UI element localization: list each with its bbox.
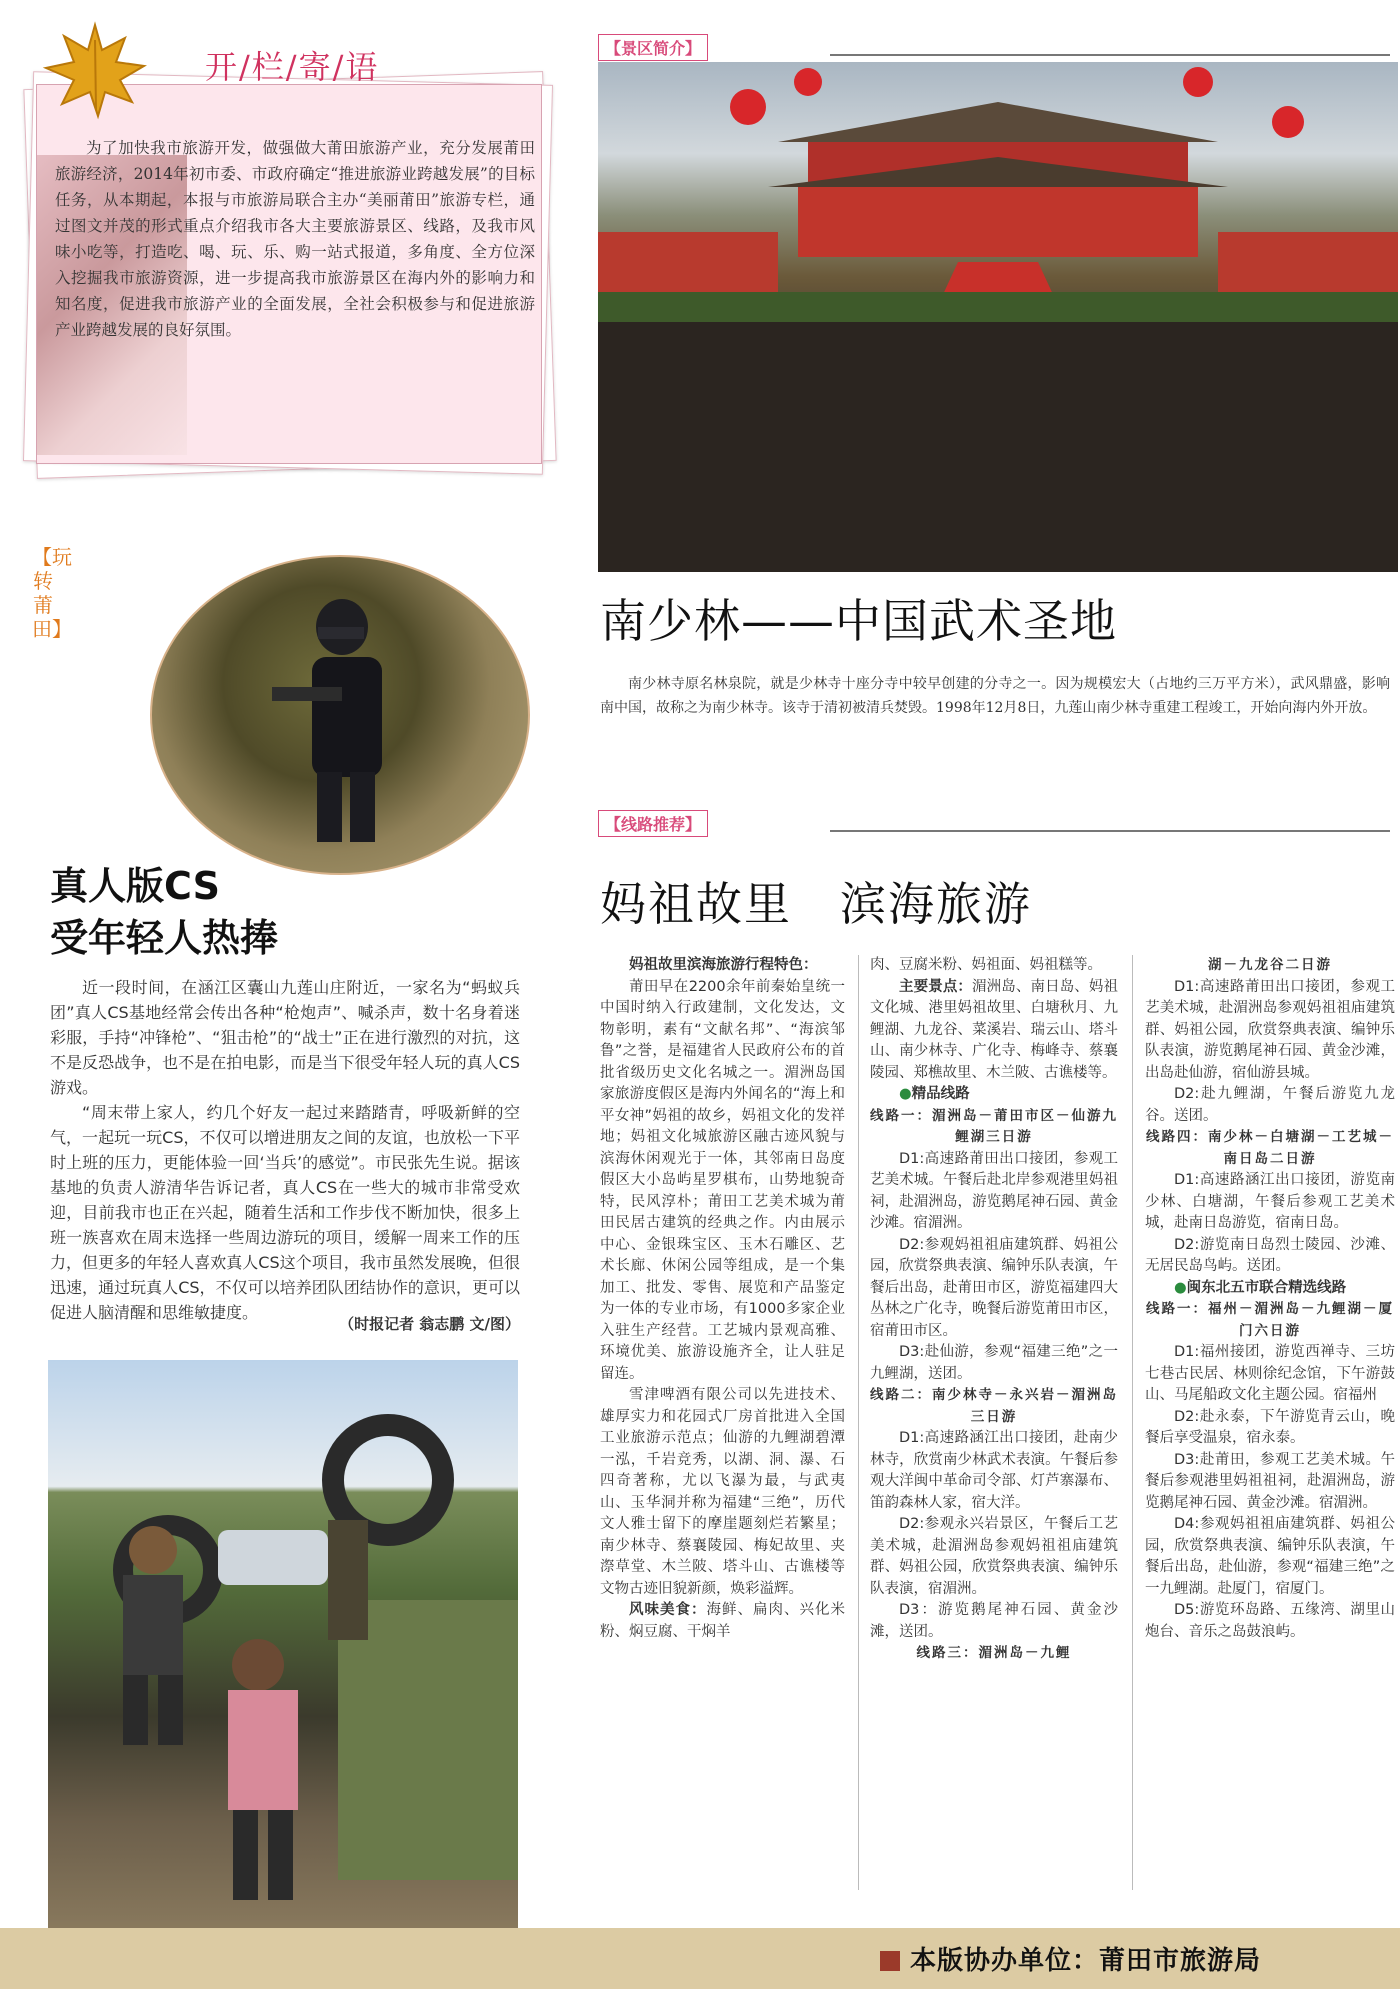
nanshaolin-temple-photo bbox=[598, 62, 1398, 572]
column-divider bbox=[1132, 955, 1133, 1890]
foreword-body: 为了加快我市旅游开发，做强做大莆田旅游产业，充分发展莆田旅游经济，2014年初市委、市政府确定“推进旅游业跨越发展”的目标任务，从本期起，本报与市旅游局联合主办“美丽莆田”旅游专栏，通过图文并茂的形式重点介绍我市各大主要旅游景区、线路，及我市风味小吃等，打造吃、喝、玩、乐、购一站式报道，多角度、全方位深入挖掘我市旅游资源，进一步提高我市旅游景区在海内外的影响力和知名度，促进我市旅游产业的全面发展，全社会积极参与和促进旅游产业跨越发展的良好氛围。 bbox=[55, 139, 535, 339]
route-day: D3:赴莆田，参观工艺美术城。午餐后参观港里妈祖祖祠，赴湄洲岛，游览鹅尾神石园、黄金沙滩。宿湄洲。 bbox=[1145, 1451, 1395, 1511]
column-divider bbox=[858, 955, 859, 1890]
route-title-continued: 湖－九龙谷二日游 bbox=[1208, 957, 1332, 973]
routes-column-2 bbox=[870, 955, 1118, 1665]
section-divider bbox=[830, 54, 1390, 56]
soldier-figure-icon bbox=[272, 587, 392, 847]
route-day: D1:高速路涵江出口接团，游览南少林、白塘湖，午餐后参观工艺美术城，赴南日岛游览，宿南日岛。 bbox=[1145, 1172, 1395, 1231]
route-title: 线路一：福州－湄洲岛－九鲤湖－厦门六日游 bbox=[1146, 1301, 1394, 1339]
section-tag-scenic: 【景区简介】 bbox=[598, 34, 708, 61]
section-tag-routes: 【线路推荐】 bbox=[598, 810, 708, 837]
square-bullet-icon bbox=[880, 1951, 900, 1971]
section-divider bbox=[830, 830, 1390, 832]
route-day: D3：游览鹅尾神石园、黄金沙滩，送团。 bbox=[870, 1602, 1118, 1640]
routes-paragraph: 雪津啤酒有限公司以先进技术、雄厚实力和花园式厂房首批进入全国工业旅游示范点；仙游的九鲤湖碧潭一泓，千岩竞秀，以湖、洞、瀑、石四奇著称，尤以飞瀑为最，与武夷山、玉华洞并称为福建“三绝”，历代文人雅士留下的摩崖题刻烂若繁星；南少林寺、蔡襄陵园、梅妃故里、夹漈草堂、木兰陂、塔斗山、古谯楼等文物古迹旧貌新颜，焕彩溢辉。 bbox=[600, 1387, 845, 1597]
kids-cs-photo bbox=[48, 1360, 518, 1935]
route-day: D2:参观妈祖祖庙建筑群、妈祖公园，欣赏祭典表演、编钟乐队表演，午餐后出岛，赴莆田市区，游览福建四大丛林之广化寺，晚餐后游览莆田市区，宿莆田市区。 bbox=[870, 1236, 1118, 1339]
route-day: D4:参观妈祖祖庙建筑群、妈祖公园，欣赏祭典表演、编钟乐队表演，午餐后出岛，赴仙游，参观“福建三绝”之一九鲤湖。赴厦门，宿厦门。 bbox=[1145, 1516, 1395, 1597]
route-title: 线路三：湄洲岛－九鲤 bbox=[916, 1645, 1072, 1661]
route-day: D1:福州接团，游览西禅寺、三坊七巷古民居、林则徐纪念馆，下午游鼓山、马尾船政文化主题公园。宿福州 bbox=[1145, 1344, 1395, 1403]
cs-article-body bbox=[50, 975, 520, 1325]
cs-paragraph: “周末带上家人，约几个好友一起过来踏踏青，呼吸新鲜的空气，一起玩一玩CS，不仅可以增进朋友之间的友谊，也放松一下平时上班的压力，更能体验一回‘当兵’的感觉”。市民张先生说。据该基地的负责人游清华告诉记者，真人CS在一些大的城市非常受欢迎，目前我市也正在兴起，随着生活和工作步伐不断加快，很多上班一族喜欢在周末选择一些周边游玩的项目，缓解一周来工作的压力，但更多的年轻人喜欢真人CS这个项目，我市虽然发展晚，但很迅速，通过玩真人CS，不仅可以培养团队团结协作的意识，更可以促进人脑清醒和思维敏捷度。 bbox=[50, 1103, 520, 1322]
spots-text: 湄洲岛、南日岛、妈祖文化城、港里妈祖故里、白塘秋月、九鲤湖、九龙谷、菜溪岩、瑞云山、塔斗山、南少林寺、广化寺、梅峰寺、蔡襄陵园、郑樵故里、木兰陂、古谯楼等。 bbox=[870, 978, 1119, 1081]
scenic-body: 南少林寺原名林泉院，就是少林寺十座分寺中较早创建的分寺之一。因为规模宏大（占地约三万平方米），武风鼎盛，影响南中国，故称之为南少林寺。该寺于清初被清兵焚毁。1998年12月8日，九莲山南少林寺重建工程竣工，开始向海内外开放。 bbox=[600, 676, 1390, 716]
footer-sponsor bbox=[880, 1940, 1261, 1977]
foreword-title: 开/栏/寄/语 bbox=[205, 48, 380, 86]
route-title: 线路一：湄洲岛－莆田市区－仙游九鲤湖三日游 bbox=[870, 1107, 1118, 1145]
route-day: D2:赴永泰，下午游览青云山，晚餐后享受温泉，宿永泰。 bbox=[1145, 1408, 1395, 1446]
routes-column-1 bbox=[600, 955, 845, 1643]
routes-column-3 bbox=[1145, 955, 1395, 1643]
routes-title: 妈祖故里 滨海旅游 bbox=[600, 877, 1032, 931]
food-text: 海鲜、扁肉、兴化米粉、焖豆腐、干焖羊 bbox=[600, 1602, 845, 1640]
footer-sponsor-text: 本版协办单位：莆田市旅游局 bbox=[910, 1946, 1262, 1976]
photo-illustration bbox=[48, 1360, 518, 1935]
fine-routes-label: 精品线路 bbox=[911, 1086, 970, 1102]
scenic-title: 南少林——中国武术圣地 bbox=[600, 594, 1117, 648]
bullet-dot-icon: ● bbox=[899, 1086, 912, 1102]
cs-title-line1: 真人版CS bbox=[50, 864, 220, 908]
fine-routes-heading bbox=[870, 1084, 1118, 1106]
maple-leaf-icon bbox=[40, 20, 150, 120]
east-routes-heading bbox=[1145, 1278, 1395, 1300]
route-title: 线路二：南少林寺－永兴岩－湄洲岛三日游 bbox=[870, 1387, 1118, 1425]
cs-player-photo bbox=[150, 555, 530, 875]
route-day: D2:赴九鲤湖，午餐后游览九龙谷。送团。 bbox=[1145, 1086, 1395, 1124]
cs-article-title bbox=[50, 860, 278, 964]
routes-paragraph: 莆田早在2200余年前秦始皇统一中国时纳入行政建制，文化发达，文物彰明，素有“文献名邦”、“海滨邹鲁”之誉，是福建省人民政府公布的首批省级历史文化名城之一。湄洲岛国家旅游度假区是海内外闻名的“海上和平女神”妈祖的故乡，妈祖文化的发祥地；妈祖文化城旅游区融古迹风貌与滨海休闲观光于一体，其邻南日岛度假区大小岛屿星罗棋布，山势地貌奇特，民风淳朴；莆田工艺美术城为莆田民居古建筑的经典之作。内由展示中心、金银珠宝区、玉木石雕区、艺术长廊、休闲公园等组成，是一个集加工、批发、零售、展览和产品鉴定为一体的专业市场，有1000多家企业入驻生产经营。工艺城内景观高雅、环境优美、旅游设施齐全，让人驻足留连。 bbox=[600, 978, 845, 1382]
food-label: 风味美食： bbox=[629, 1602, 707, 1618]
bullet-dot-icon: ● bbox=[1174, 1279, 1187, 1296]
food-text-continued: 肉、豆腐米粉、妈祖面、妈祖糕等。 bbox=[870, 957, 1102, 973]
cs-byline: （时报记者 翁志鹏 文/图） bbox=[339, 1315, 520, 1333]
route-day: D3:赴仙游，参观“福建三绝”之一九鲤湖，送团。 bbox=[870, 1344, 1118, 1382]
cs-title-line2: 受年轻人热捧 bbox=[50, 916, 279, 960]
temple-illustration bbox=[598, 62, 1398, 572]
route-title: 线路四：南少林－白塘湖－工艺城－南日岛二日游 bbox=[1146, 1129, 1394, 1167]
routes-features-heading: 妈祖故里滨海旅游行程特色： bbox=[629, 957, 818, 973]
section-tag-play-putian: 【玩转莆田】 bbox=[32, 545, 72, 641]
cs-paragraph: 近一段时间，在涵江区囊山九莲山庄附近，一家名为“蚂蚁兵团”真人CS基地经常会传出各种“枪炮声”、喊杀声，数十名身着迷彩服，手持“冲锋枪”、“狙击枪”的“战士”正在进行激烈的对抗，这不是反恐战争，也不是在拍电影，而是当下很受年轻人玩的真人CS游戏。 bbox=[50, 978, 520, 1097]
food-line bbox=[600, 1600, 845, 1643]
spots-line bbox=[870, 977, 1118, 1085]
route-day: D1:高速路涵江出口接团，赴南少林寺，欣赏南少林武术表演。午餐后参观大洋闽中革命司令部、灯芦寨瀑布、笛韵森林人家，宿大洋。 bbox=[870, 1430, 1118, 1511]
route-day: D1:高速路莆田出口接团，参观工艺美术城，赴湄洲岛参观妈祖祖庙建筑群、妈祖公园，欣赏祭典表演、编钟乐队表演，游览鹅尾神石园、黄金沙滩，出岛赴仙游，宿仙游县城。 bbox=[1145, 978, 1395, 1081]
route-day: D1:高速路莆田出口接团，参观工艺美术城。午餐后赴北岸参观港里妈祖祠，赴湄洲岛，游览鹅尾神石园、黄金沙滩。宿湄洲。 bbox=[870, 1150, 1118, 1231]
spots-label: 主要景点： bbox=[899, 978, 973, 995]
route-day: D2:游览南日岛烈士陵园、沙滩、无居民岛鸟屿。送团。 bbox=[1145, 1236, 1395, 1274]
route-day: D2:参观永兴岩景区，午餐后工艺美术城，赴湄洲岛参观妈祖祖庙建筑群、妈祖公园，欣赏祭典表演、编钟乐队表演，宿湄洲。 bbox=[870, 1516, 1118, 1597]
route-day: D5:游览环岛路、五缘湾、湖里山炮台、音乐之岛鼓浪屿。 bbox=[1145, 1602, 1395, 1640]
east-routes-label: 闽东北五市联合精选线路 bbox=[1186, 1279, 1347, 1296]
